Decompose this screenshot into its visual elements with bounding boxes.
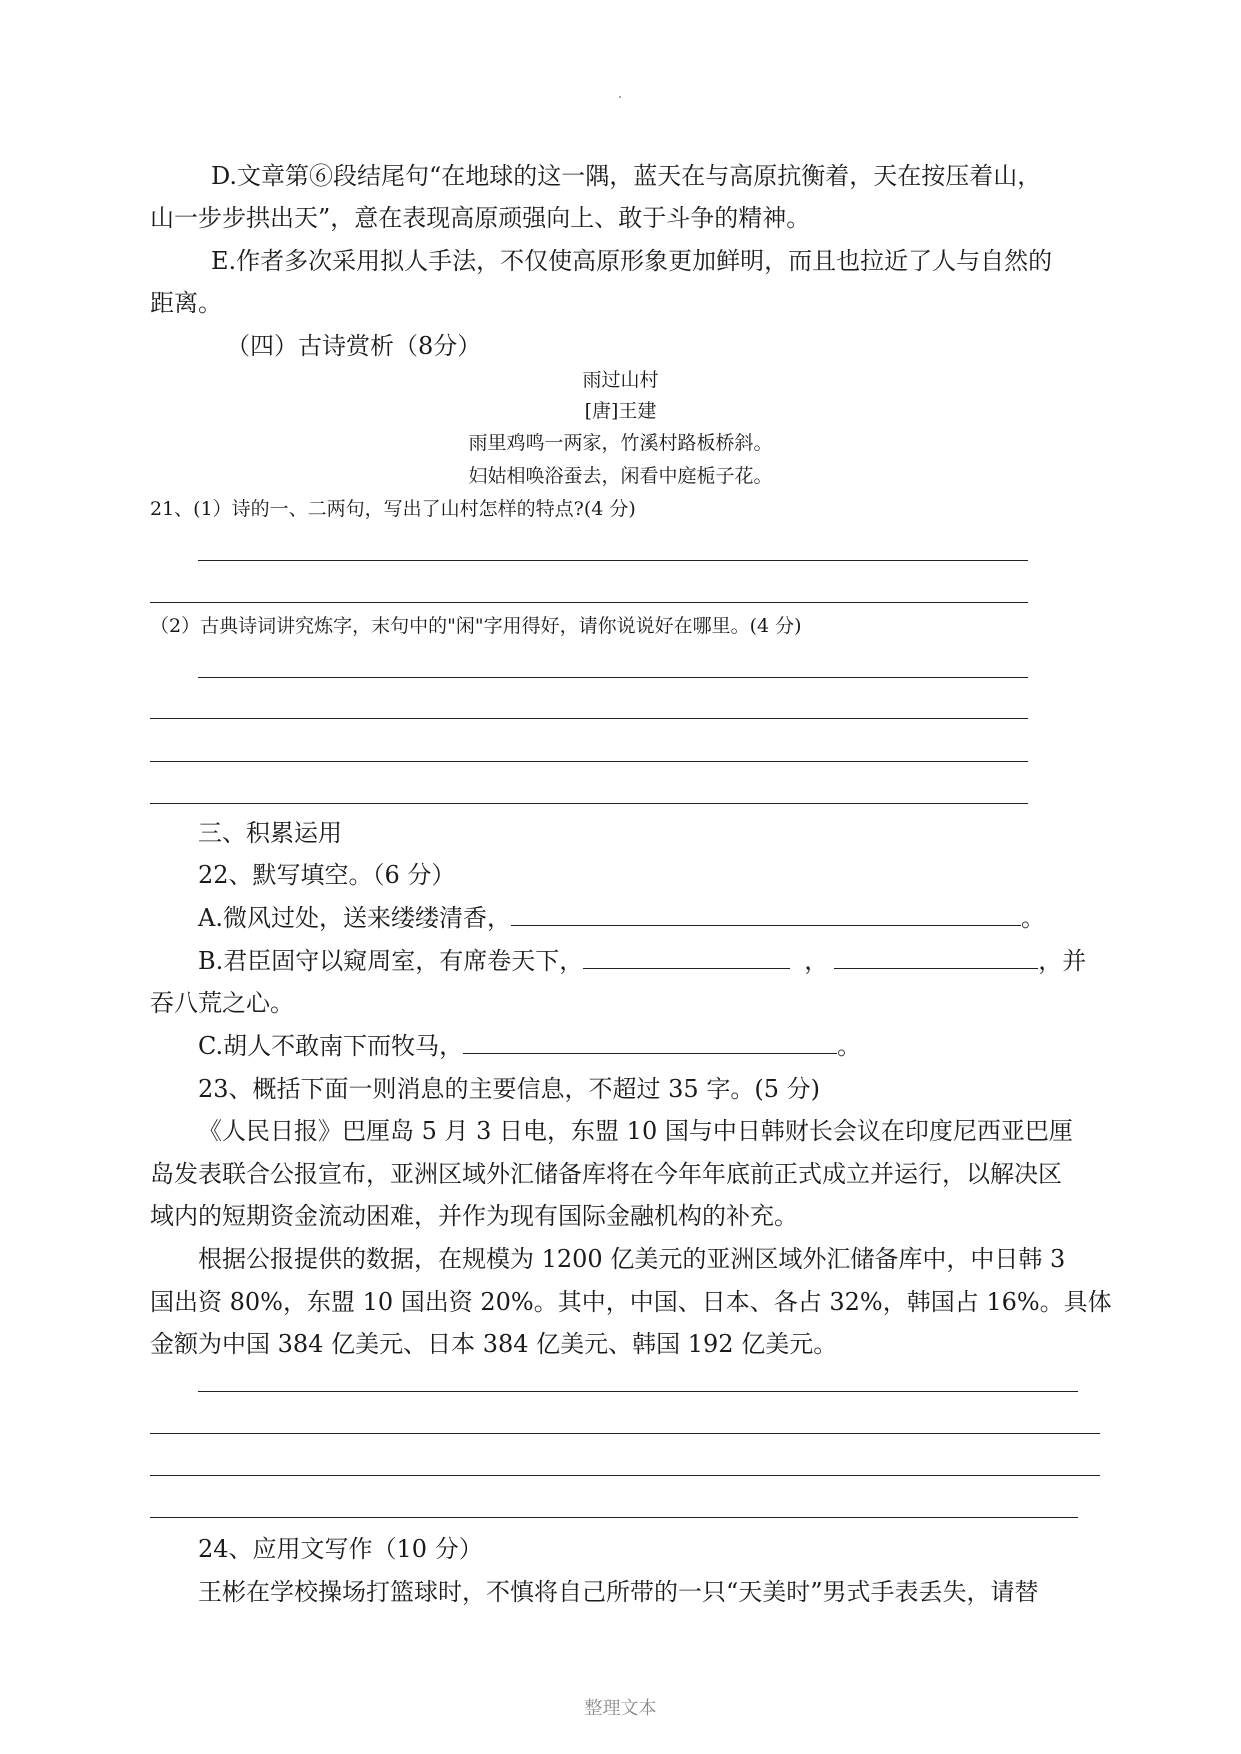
fill-blank[interactable] bbox=[463, 1031, 837, 1054]
option-d-line1: D.文章第⑥段结尾句“在地球的这一隅，蓝天在与高原抗衡着，天在按压着山， bbox=[211, 162, 1042, 190]
section-3-heading: 三、积累运用 bbox=[198, 819, 342, 847]
option-e-line2: 距离。 bbox=[150, 289, 222, 317]
question-22-b bbox=[198, 945, 1086, 977]
option-d-line2: 山一步步拱出天”，意在表现高原顽强向上、敢于斗争的精神。 bbox=[150, 204, 811, 232]
question-21-2: （2）古典诗词讲究炼字，末句中的"闲"字用得好，请你说说好在哪里。(4 分) bbox=[150, 615, 802, 637]
news-paragraph-2-line1: 根据公报提供的数据，在规模为 1200 亿美元的亚洲区域外汇储备库中，中日韩 3 bbox=[198, 1245, 1066, 1273]
answer-line[interactable] bbox=[150, 602, 1028, 603]
answer-line[interactable] bbox=[150, 1433, 1100, 1434]
question-22-b-mid: ， bbox=[804, 947, 829, 975]
fill-blank[interactable] bbox=[834, 946, 1038, 969]
question-23-heading: 23、概括下面一则消息的主要信息，不超过 35 字。(5 分) bbox=[198, 1075, 820, 1103]
question-22-c-end: 。 bbox=[837, 1032, 862, 1060]
question-22-b-line2: 吞八荒之心。 bbox=[150, 989, 294, 1017]
fill-blank[interactable] bbox=[511, 903, 1021, 926]
answer-line[interactable] bbox=[198, 677, 1028, 678]
answer-line[interactable] bbox=[198, 560, 1028, 561]
question-24-heading: 24、应用文写作（10 分） bbox=[198, 1535, 483, 1563]
news-paragraph-1-line2: 岛发表联合公报宣布，亚洲区域外汇储备库将在今年年底前正式成立并运行，以解决区 bbox=[150, 1160, 1062, 1188]
question-22-a bbox=[198, 902, 1045, 934]
question-22-b-end: ，并 bbox=[1038, 947, 1087, 975]
answer-line[interactable] bbox=[150, 761, 1028, 762]
question-22-b-text: B.君臣固守以窥周室，有席卷天下， bbox=[198, 947, 584, 975]
fill-blank[interactable] bbox=[583, 946, 790, 969]
answer-line[interactable] bbox=[150, 1475, 1100, 1476]
question-22-heading: 22、默写填空。（6 分） bbox=[198, 861, 456, 889]
footer-label: 整理文本 bbox=[584, 1698, 657, 1719]
answer-line[interactable] bbox=[198, 1391, 1078, 1392]
question-22-a-end: 。 bbox=[1020, 904, 1045, 932]
news-paragraph-1-line1: 《人民日报》巴厘岛 5 月 3 日电，东盟 10 国与中日韩财长会议在印度尼西亚巴厘 bbox=[198, 1117, 1073, 1145]
news-paragraph-2-line3: 金额为中国 384 亿美元、日本 384 亿美元、韩国 192 亿美元。 bbox=[150, 1330, 838, 1358]
question-24-line1: 王彬在学校操场打篮球时，不慎将自己所带的一只“天美时”男式手表丢失，请替 bbox=[198, 1578, 1039, 1606]
poem-title: 雨过山村 bbox=[582, 369, 659, 391]
question-22-c bbox=[198, 1030, 861, 1062]
poetry-section-heading: （四）古诗赏析（8分） bbox=[226, 332, 482, 360]
news-paragraph-2-line2: 国出资 80%，东盟 10 国出资 20%。其中，中国、日本、各占 32%，韩国占 16%。具体 bbox=[150, 1288, 1112, 1316]
option-e-line1: E.作者多次采用拟人手法，不仅使高原形象更加鲜明，而且也拉近了人与自然的 bbox=[211, 247, 1053, 275]
question-22-c-text: C.胡人不敢南下而牧马， bbox=[198, 1032, 464, 1060]
answer-line[interactable] bbox=[150, 718, 1028, 719]
poem-line-1: 雨里鸡鸣一两家，竹溪村路板桥斜。 bbox=[468, 432, 773, 454]
header-dot bbox=[619, 96, 621, 98]
news-paragraph-1-line3: 域内的短期资金流动困难，并作为现有国际金融机构的补充。 bbox=[150, 1202, 798, 1230]
poem-line-2: 妇姑相唤浴蚕去，闲看中庭栀子花。 bbox=[468, 465, 773, 487]
answer-line[interactable] bbox=[150, 1517, 1078, 1518]
question-21-1: 21、(1）诗的一、二两句，写出了山村怎样的特点?(4 分) bbox=[150, 498, 636, 520]
answer-line[interactable] bbox=[150, 803, 1028, 804]
question-22-a-text: A.微风过处，送来缕缕清香， bbox=[198, 904, 511, 932]
poem-author: [唐]王建 bbox=[584, 400, 657, 422]
